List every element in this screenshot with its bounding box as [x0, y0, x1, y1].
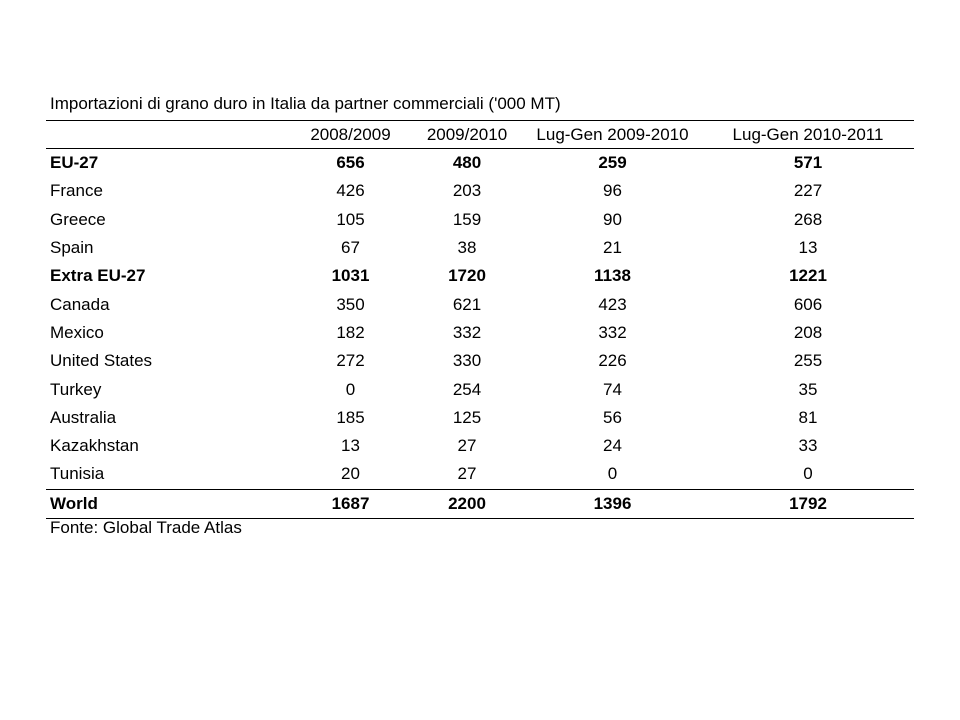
cell-value: 182 — [336, 322, 365, 342]
cell-value: 621 — [452, 294, 482, 314]
table-row — [46, 347, 914, 375]
cell-value: 259 — [598, 153, 627, 173]
table-row — [46, 234, 914, 262]
header-blank — [46, 121, 290, 149]
cell-value: 20 — [341, 464, 360, 484]
cell-value: 74 — [603, 379, 622, 399]
table-row — [46, 262, 914, 290]
cell-value: 254 — [452, 379, 482, 399]
cell-value: 13 — [341, 436, 360, 456]
source-note: Fonte: Global Trade Atlas — [50, 518, 242, 537]
row-label: EU-27 — [50, 153, 99, 173]
cell-value: 426 — [336, 181, 365, 201]
cell-value: 332 — [598, 322, 627, 342]
cell-value: 203 — [452, 181, 482, 201]
table-row — [46, 432, 914, 460]
cell-value: 67 — [341, 238, 360, 258]
cell-value: 27 — [457, 464, 477, 484]
row-label: Spain — [50, 238, 94, 258]
cell-value: 24 — [603, 436, 622, 456]
imports-table — [46, 120, 914, 519]
cell-value: 208 — [793, 322, 823, 342]
row-label: Turkey — [50, 379, 102, 399]
header-2008-2009: 2008/2009 — [310, 124, 391, 144]
cell-value: 1687 — [331, 493, 370, 513]
cell-value: 56 — [603, 407, 622, 427]
cell-value: 13 — [798, 238, 818, 258]
cell-value: 21 — [603, 238, 622, 258]
cell-value: 2200 — [448, 493, 486, 513]
cell-value: 268 — [793, 209, 823, 229]
row-label: Australia — [50, 407, 117, 427]
cell-value: 35 — [798, 379, 818, 399]
table-row — [46, 149, 914, 178]
cell-value: 0 — [607, 464, 618, 484]
table-row — [46, 319, 914, 347]
cell-value: 606 — [793, 294, 823, 314]
row-label: Greece — [50, 209, 106, 229]
cell-value: 1792 — [789, 493, 827, 513]
header-2009-2010: 2009/2010 — [426, 124, 508, 144]
row-label: Tunisia — [50, 464, 105, 484]
cell-value: 1138 — [594, 266, 631, 286]
cell-value: 125 — [452, 407, 482, 427]
header-lug-gen-2010-2011: Lug-Gen 2010-2011 — [732, 124, 884, 144]
cell-value: 38 — [457, 238, 477, 258]
cell-value: 1031 — [331, 266, 370, 286]
cell-value: 1396 — [593, 493, 632, 513]
table-row — [46, 206, 914, 234]
cell-value: 227 — [793, 181, 823, 201]
table-row — [46, 460, 914, 489]
cell-value: 33 — [798, 436, 818, 456]
cell-value: 255 — [793, 351, 823, 371]
cell-value: 226 — [598, 351, 627, 371]
cell-value: 0 — [803, 464, 813, 484]
row-label: World — [50, 493, 98, 513]
row-label: Kazakhstan — [50, 436, 139, 456]
table-row — [46, 404, 914, 432]
cell-value: 480 — [452, 153, 482, 173]
row-label: Extra EU-27 — [50, 266, 146, 286]
table-body — [46, 149, 914, 519]
cell-value: 571 — [793, 153, 823, 173]
cell-value: 90 — [603, 209, 622, 229]
cell-value: 96 — [603, 181, 622, 201]
cell-value: 1221 — [789, 266, 827, 286]
cell-value: 332 — [452, 322, 482, 342]
row-label: United States — [50, 351, 153, 371]
row-label: France — [50, 181, 103, 201]
cell-value: 81 — [798, 407, 818, 427]
table-row — [46, 375, 914, 403]
cell-value: 27 — [457, 436, 477, 456]
cell-value: 159 — [452, 209, 482, 229]
row-label: Mexico — [50, 322, 104, 342]
cell-value: 185 — [336, 407, 365, 427]
cell-value: 0 — [345, 379, 356, 399]
row-label: Canada — [50, 294, 110, 314]
cell-value: 105 — [336, 209, 365, 229]
total-row — [46, 489, 914, 518]
cell-value: 1720 — [448, 266, 486, 286]
cell-value: 423 — [598, 294, 627, 314]
table-header-row — [46, 121, 914, 149]
header-lug-gen-2009-2010: Lug-Gen 2009-2010 — [536, 124, 689, 144]
table-title: Importazioni di grano duro in Italia da partner commerciali ('000 MT) — [50, 94, 561, 113]
cell-value: 272 — [336, 351, 365, 371]
cell-value: 350 — [336, 294, 365, 314]
cell-value: 330 — [452, 351, 482, 371]
table-row — [46, 177, 914, 205]
table-row — [46, 290, 914, 318]
cell-value: 656 — [336, 153, 365, 173]
